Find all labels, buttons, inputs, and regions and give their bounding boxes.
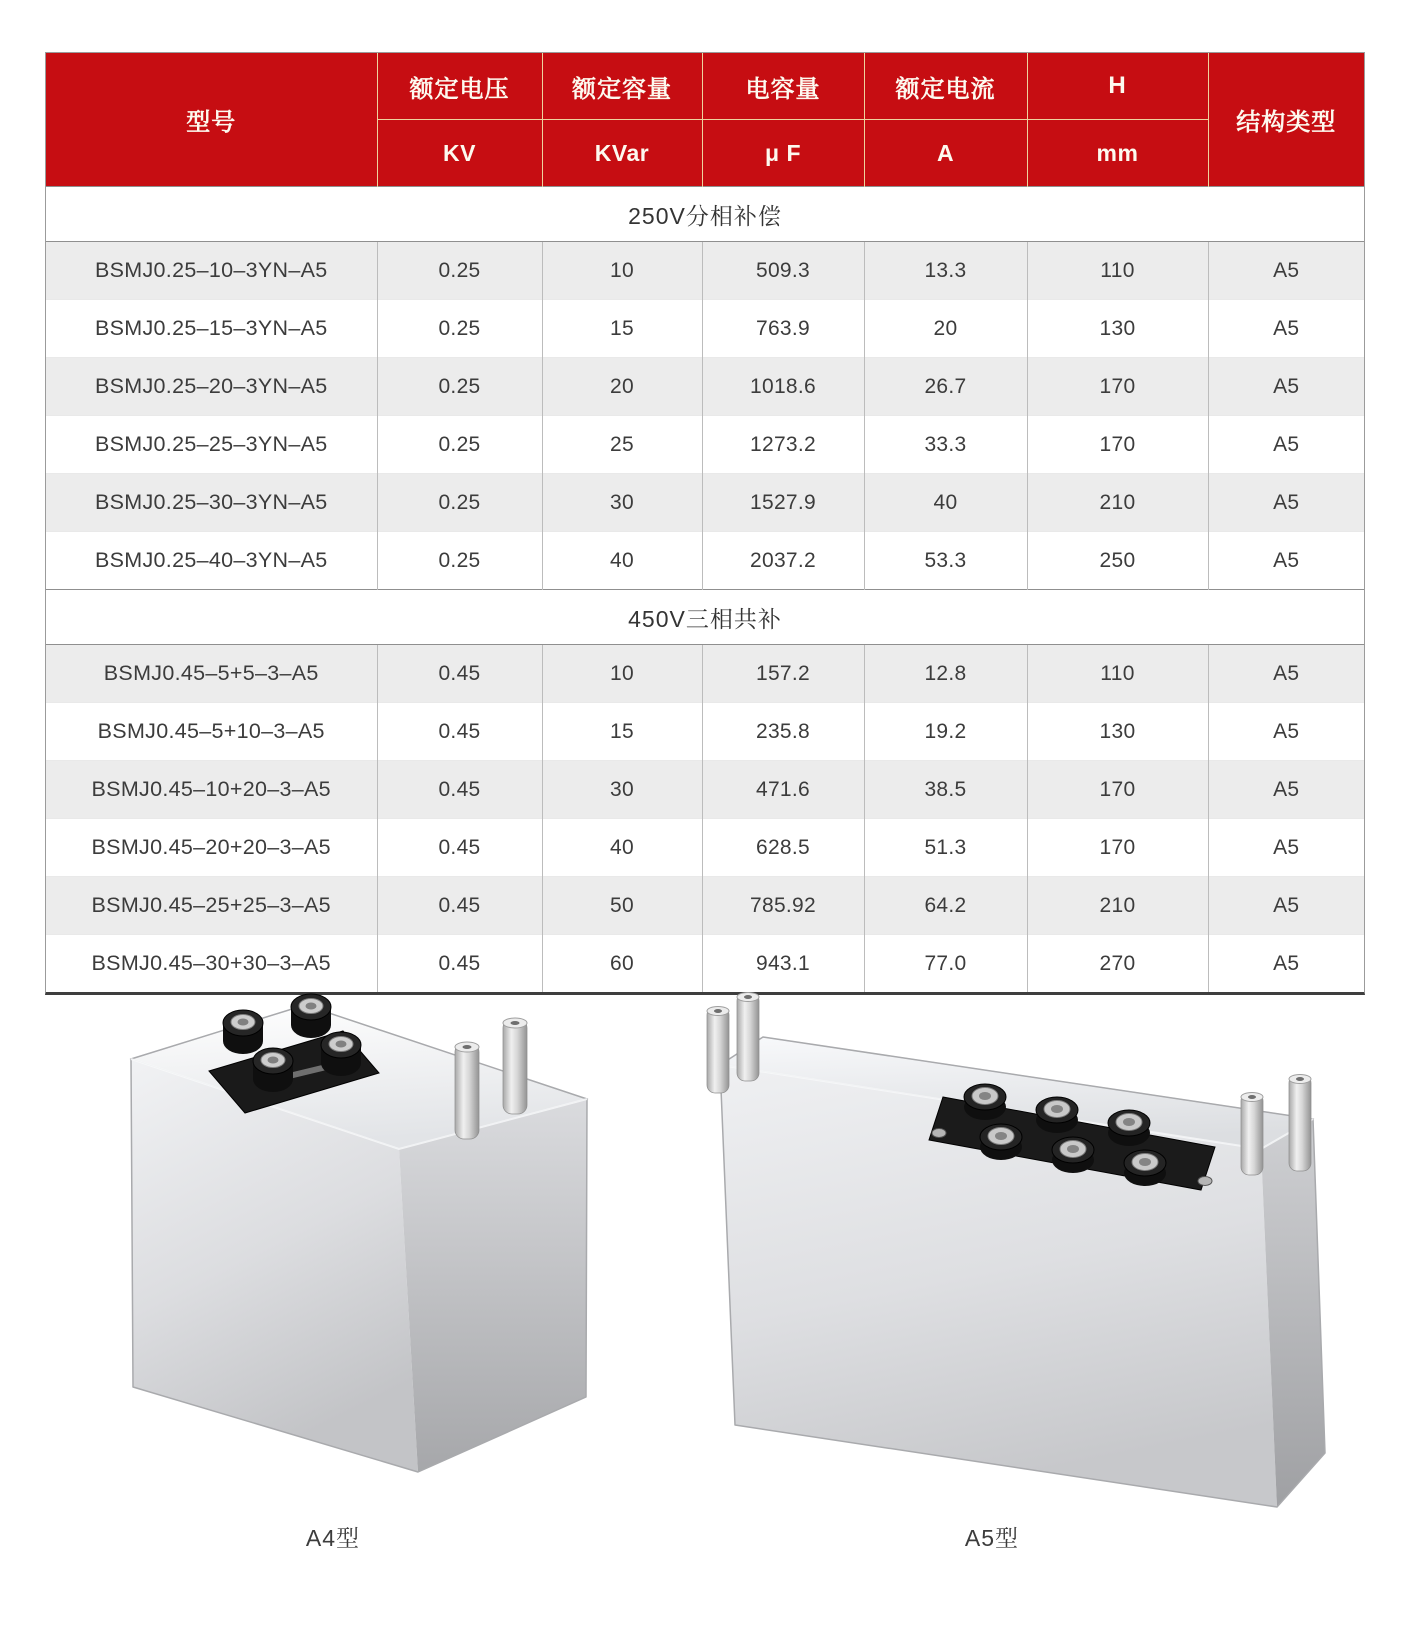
value-cell: A5 — [1208, 300, 1364, 358]
value-cell: 10 — [542, 645, 702, 703]
value-cell: 210 — [1027, 877, 1208, 935]
section-row — [46, 187, 1364, 242]
table-row — [46, 532, 1364, 590]
value-cell: A5 — [1208, 877, 1364, 935]
value-cell: 0.25 — [377, 532, 542, 590]
a4-stud-right — [503, 1018, 527, 1114]
model-cell: BSMJ0.25–30–3YN–A5 — [46, 474, 377, 532]
value-cell: 170 — [1027, 819, 1208, 877]
value-cell: 250 — [1027, 532, 1208, 590]
value-cell: 30 — [542, 761, 702, 819]
value-cell: 77.0 — [864, 935, 1027, 993]
value-cell: 0.45 — [377, 761, 542, 819]
value-cell: 110 — [1027, 645, 1208, 703]
value-cell: 170 — [1027, 358, 1208, 416]
col-header-rated-current: 额定电流 — [864, 53, 1027, 120]
value-cell: 20 — [542, 358, 702, 416]
value-cell: 19.2 — [864, 703, 1027, 761]
model-cell: BSMJ0.25–25–3YN–A5 — [46, 416, 377, 474]
model-cell: BSMJ0.25–40–3YN–A5 — [46, 532, 377, 590]
table-row — [46, 416, 1364, 474]
value-cell: 15 — [542, 300, 702, 358]
value-cell: A5 — [1208, 819, 1364, 877]
spec-table-frame — [45, 52, 1365, 995]
value-cell: 0.25 — [377, 242, 542, 300]
model-cell: BSMJ0.25–15–3YN–A5 — [46, 300, 377, 358]
a5-stud-right-front — [1241, 1093, 1263, 1176]
section-title: 250V分相补偿 — [46, 187, 1364, 242]
value-cell: 51.3 — [864, 819, 1027, 877]
value-cell: 15 — [542, 703, 702, 761]
value-cell: 33.3 — [864, 416, 1027, 474]
table-row — [46, 242, 1364, 300]
value-cell: 110 — [1027, 242, 1208, 300]
col-header-capacitance: 电容量 — [702, 53, 864, 120]
value-cell: 1018.6 — [702, 358, 864, 416]
unit-a: A — [864, 120, 1027, 187]
value-cell: 0.25 — [377, 358, 542, 416]
unit-kvar: KVar — [542, 120, 702, 187]
value-cell: A5 — [1208, 474, 1364, 532]
model-cell: BSMJ0.45–25+25–3–A5 — [46, 877, 377, 935]
table-row — [46, 819, 1364, 877]
spec-table-body — [46, 187, 1364, 993]
table-row — [46, 300, 1364, 358]
value-cell: 471.6 — [702, 761, 864, 819]
value-cell: 0.45 — [377, 703, 542, 761]
value-cell: 210 — [1027, 474, 1208, 532]
value-cell: A5 — [1208, 358, 1364, 416]
value-cell: A5 — [1208, 761, 1364, 819]
value-cell: 157.2 — [702, 645, 864, 703]
col-header-structure-type: 结构类型 — [1208, 53, 1364, 187]
value-cell: 0.25 — [377, 416, 542, 474]
unit-mm: mm — [1027, 120, 1208, 187]
value-cell: 509.3 — [702, 242, 864, 300]
table-row — [46, 358, 1364, 416]
col-header-rated-capacity: 额定容量 — [542, 53, 702, 120]
header-row-labels — [46, 53, 1364, 120]
a4-caption: A4型 — [305, 1525, 361, 1551]
table-row — [46, 761, 1364, 819]
value-cell: 1527.9 — [702, 474, 864, 532]
value-cell: 270 — [1027, 935, 1208, 993]
value-cell: 235.8 — [702, 703, 864, 761]
value-cell: A5 — [1208, 703, 1364, 761]
model-cell: BSMJ0.45–5+5–3–A5 — [46, 645, 377, 703]
value-cell: A5 — [1208, 532, 1364, 590]
value-cell: 20 — [864, 300, 1027, 358]
col-header-model: 型号 — [46, 53, 377, 187]
value-cell: A5 — [1208, 645, 1364, 703]
value-cell: 0.45 — [377, 877, 542, 935]
a4-stud-left — [455, 1042, 479, 1139]
table-row — [46, 645, 1364, 703]
value-cell: 40 — [864, 474, 1027, 532]
value-cell: 785.92 — [702, 877, 864, 935]
value-cell: 50 — [542, 877, 702, 935]
section-row — [46, 590, 1364, 645]
value-cell: 25 — [542, 416, 702, 474]
value-cell: 10 — [542, 242, 702, 300]
section-title: 450V三相共补 — [46, 590, 1364, 645]
model-cell: BSMJ0.45–30+30–3–A5 — [46, 935, 377, 993]
value-cell: A5 — [1208, 242, 1364, 300]
model-cell: BSMJ0.25–10–3YN–A5 — [46, 242, 377, 300]
value-cell: 1273.2 — [702, 416, 864, 474]
value-cell: 30 — [542, 474, 702, 532]
value-cell: 38.5 — [864, 761, 1027, 819]
value-cell: 943.1 — [702, 935, 864, 993]
unit-uf: μ F — [702, 120, 864, 187]
value-cell: A5 — [1208, 935, 1364, 993]
value-cell: 60 — [542, 935, 702, 993]
value-cell: 170 — [1027, 416, 1208, 474]
value-cell: 170 — [1027, 761, 1208, 819]
col-header-height: H — [1027, 53, 1208, 120]
value-cell: 2037.2 — [702, 532, 864, 590]
value-cell: 0.45 — [377, 645, 542, 703]
a5-capacitor-photo — [685, 985, 1345, 1525]
a4-capacitor-photo — [125, 975, 595, 1480]
value-cell: 130 — [1027, 703, 1208, 761]
model-cell: BSMJ0.45–5+10–3–A5 — [46, 703, 377, 761]
value-cell: 40 — [542, 819, 702, 877]
table-row — [46, 474, 1364, 532]
value-cell: 53.3 — [864, 532, 1027, 590]
value-cell: 0.45 — [377, 935, 542, 993]
value-cell: 40 — [542, 532, 702, 590]
a5-stud-left-back — [737, 993, 759, 1082]
value-cell: 0.45 — [377, 819, 542, 877]
value-cell: 628.5 — [702, 819, 864, 877]
spec-table-header — [46, 53, 1364, 187]
model-cell: BSMJ0.45–20+20–3–A5 — [46, 819, 377, 877]
a5-stud-right-back — [1289, 1075, 1311, 1172]
table-row — [46, 877, 1364, 935]
value-cell: 64.2 — [864, 877, 1027, 935]
value-cell: A5 — [1208, 416, 1364, 474]
unit-kv: KV — [377, 120, 542, 187]
table-row — [46, 703, 1364, 761]
value-cell: 0.25 — [377, 300, 542, 358]
a5-stud-left-front — [707, 1007, 729, 1094]
value-cell: 26.7 — [864, 358, 1027, 416]
value-cell: 763.9 — [702, 300, 864, 358]
value-cell: 12.8 — [864, 645, 1027, 703]
col-header-rated-voltage: 额定电压 — [377, 53, 542, 120]
value-cell: 0.25 — [377, 474, 542, 532]
model-cell: BSMJ0.45–10+20–3–A5 — [46, 761, 377, 819]
model-cell: BSMJ0.25–20–3YN–A5 — [46, 358, 377, 416]
spec-table — [46, 53, 1364, 992]
value-cell: 13.3 — [864, 242, 1027, 300]
value-cell: 130 — [1027, 300, 1208, 358]
a5-caption: A5型 — [964, 1525, 1020, 1551]
